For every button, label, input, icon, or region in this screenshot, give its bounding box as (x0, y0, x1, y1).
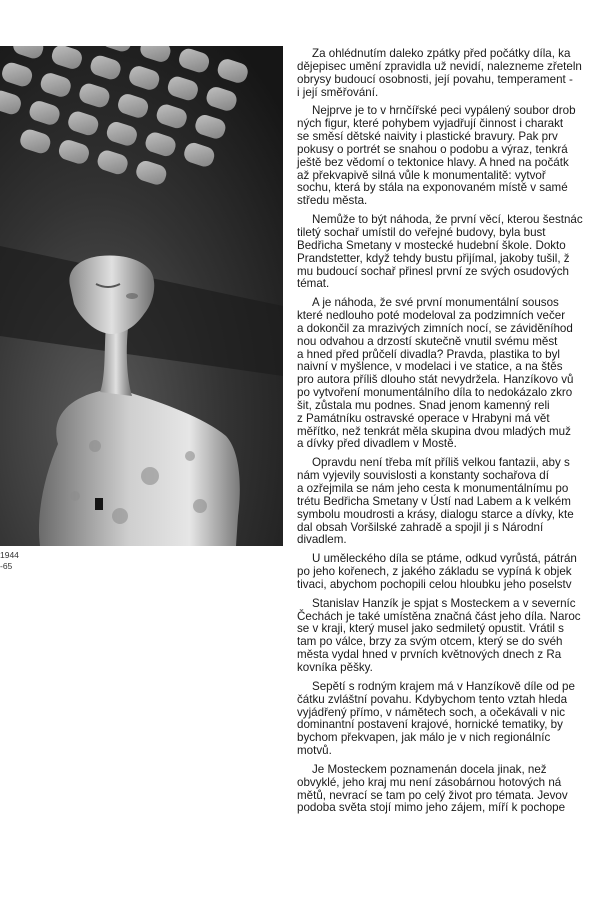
text-line: dominantní postavení krajové, hornické tematiky, by (297, 718, 563, 732)
text-line: ných figur, které pohybem vyjadřují činnost i charakt (297, 117, 564, 131)
text-line: čátku zvláštní povahu. Kdybychom tento vztah hleda (297, 692, 568, 706)
text-line: nám vyjevily souvislosti a konstanty sochařova dí (297, 469, 549, 483)
text-line: bychom překvapen, jak málo je v nich regionálníc (297, 731, 551, 745)
text-line: až překvapivě silná vůle k monumentalitě: vytvoř (297, 168, 546, 182)
text-line: a ozřejmila se nám jeho cesta k monumentálnímu po (297, 482, 569, 495)
text-line: dějepisec umění zpravidla už nevidí, nalezneme zřeteln (297, 59, 582, 73)
article-paragraph (297, 457, 600, 547)
text-line: mu budoucí sochař přinesl první ze svých osudových (297, 264, 569, 278)
text-line: dal obsah Voršilské zahradě a spojil ji s Národní (297, 520, 544, 534)
article-paragraph (297, 764, 600, 815)
article-paragraph (297, 598, 600, 675)
text-line: a dívky před divadlem v Mostě. (297, 437, 457, 451)
text-line: pokusy o portrét se snahou o podobu a výraz, tenkrá (297, 142, 568, 156)
text-line: mětů, nevrací se tam po celý život pro témata. Jevov (297, 788, 568, 802)
text-line: motvů. (297, 744, 332, 758)
text-line: trétu Bedřicha Smetany v Ústí nad Labem a k velkém (297, 494, 571, 508)
text-line: U uměleckého díla se ptáme, odkud vyrůstá, pátrán (312, 552, 577, 566)
text-line: obvyklé, jeho kraj mu není zásobárnou hotových ná (297, 775, 562, 789)
text-line: města vydal hned v prvních květnových dnech z Ra (297, 648, 562, 662)
text-line: i její směřování. (297, 85, 379, 99)
text-line: pro autora příliš dlouho stát nevydržela. Hanzíkovo vů (297, 373, 574, 387)
text-line: sochu, která by stála na exponovaném místě v samé (297, 181, 568, 195)
article-paragraph (297, 48, 600, 99)
text-line: Nejprve je to v hrnčířské peci vypálený soubor drob (312, 104, 576, 118)
text-line: A je náhoda, že své první monumentální sousos (312, 296, 559, 310)
text-line: po jeho kořenech, z jakého základu se vypíná k objek (297, 565, 572, 579)
article-paragraph (297, 105, 600, 208)
text-line: které nedlouho poté modeloval za podzimních večer (297, 309, 566, 323)
text-line: nou odvahou a drzostí skutečně vnutil svému měst (297, 334, 558, 348)
sculpture-photograph (0, 46, 283, 546)
article-paragraph (297, 681, 600, 758)
text-line: podoba světa stojí mimo jeho zájem, míří k pochope (297, 801, 566, 815)
text-line: Opravdu není třeba mít příliš velkou fantazii, aby s (312, 456, 570, 470)
text-line: šit, zůstala mu podnes. Snad jenom kamenný reli (297, 398, 550, 412)
figure-caption (0, 550, 90, 572)
text-line: tam po válce, brzy za svým otcem, který se do svéh (297, 635, 563, 649)
caption-range: -65 (0, 561, 13, 571)
text-line: se v kraji, který musel jako sedmiletý opustit. Vrátil s (297, 622, 564, 636)
text-line: se směsí dětské naivity i plastické bravury. Pak prv (297, 130, 558, 144)
text-line: z Památníku ostravské operace v Hrabyni má vět (297, 411, 550, 425)
article-text-column (297, 48, 600, 888)
text-line: Nemůže to být náhoda, že první věcí, kterou šestnác (312, 213, 583, 227)
text-line: tivaci, abychom pochopili celou hloubku jeho poselstv (297, 577, 572, 591)
article-paragraph (297, 553, 600, 592)
article-paragraph (297, 297, 600, 451)
text-line: středu města. (297, 194, 368, 208)
text-line: Bedřicha Smetany v mostecké hudební škole. Dokto (297, 238, 566, 252)
text-line: ještě bez vědomí o tektonice hlavy. A hned na počátk (297, 155, 569, 169)
text-line: tiletý sochař umístil do veřejné budovy, byla bust (297, 225, 546, 239)
text-line: Je Mosteckem poznamenán docela jinak, než (312, 762, 547, 776)
text-line: Sepětí s rodným krajem má v Hanzíkově díle od pe (312, 679, 575, 693)
text-line: měřítko, než tenkrát měla skupina dvou mladých muž (297, 424, 571, 438)
text-line: a dokončil za mrazivých zimních nocí, se záviděníhod (297, 321, 573, 335)
caption-year: 1944 (0, 550, 19, 560)
text-line: a hned před průčelí divadla? Pravda, plastika to byl (297, 347, 560, 361)
text-line: symbolu moudrosti a krásy, dialogu starce a dívky, kte (297, 507, 574, 521)
text-line: témat. (297, 277, 330, 291)
text-line: Čechách je také umístěna značná část jeho díla. Naroc (297, 609, 581, 623)
text-line: divadlem. (297, 533, 347, 547)
text-line: Stanislav Hanzík je spjat s Mosteckem a v severníc (312, 596, 576, 610)
text-line: vyjádřený přímo, v námětech soch, a očekávali v nic (297, 705, 566, 719)
text-line: Prandstetter, když tehdy bustu přijímal, jakoby tušil, ž (297, 251, 570, 265)
text-line: obrysy budoucí osobnosti, její povahu, temperament - (297, 72, 573, 86)
text-line: kovníka pěšky. (297, 660, 373, 674)
text-line: naivní v myšlence, v modelaci i ve statice, a na štěs (297, 360, 563, 374)
article-paragraph (297, 214, 600, 291)
text-line: Za ohlédnutím daleko zpátky před počátky díla, ka (312, 47, 571, 60)
text-line: po vytvoření monumentálního díla to nedokázalo zkro (297, 386, 573, 400)
